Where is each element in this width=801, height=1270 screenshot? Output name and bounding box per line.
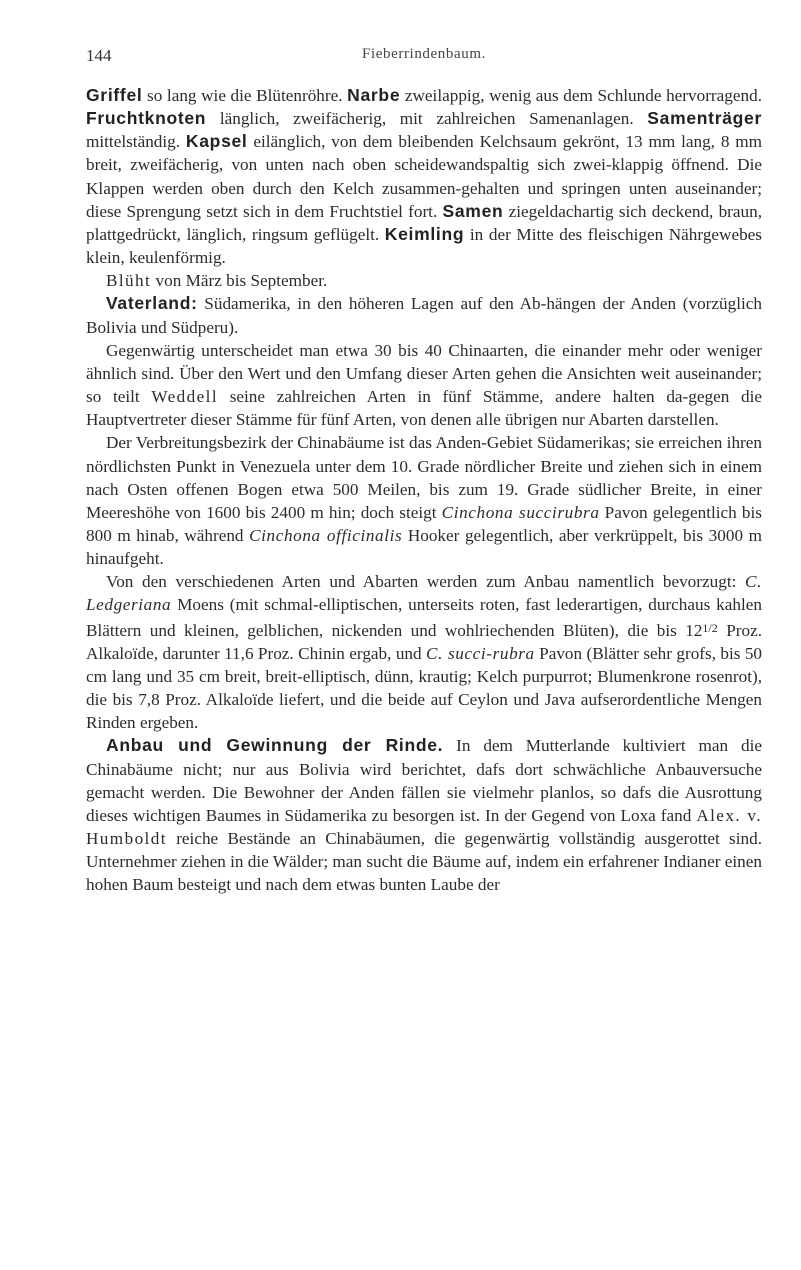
- text-run: zweilappig, wenig aus dem Schlunde hervorragend.: [400, 86, 762, 105]
- italic-c-succirubra: C. succi-rubra: [426, 643, 535, 663]
- text-run: Südamerika, in den höheren Lagen auf den Ab-hängen der Anden (vorzüglich Bolivia und Südperu).: [86, 294, 762, 337]
- page-header: [86, 46, 762, 70]
- text-run: Moens (mit schmal-elliptischen, unterseits roten, fast lederartigen, durchaus kahlen Blättern und kleinen, gelblichen, nickenden und wohlriechenden Blüten), die bis 12: [86, 595, 762, 640]
- text-run: seine zahlreichen Arten in fünf Stämme, andere halten da-gegen die Hauptvertreter dieser Stämme für fünf Arten, von denen alle übrigen nur Abarten darstellen.: [86, 387, 762, 430]
- text-run: ziegeldachartig sich deckend, braun, plattgedrückt, länglich, ringsum geflügelt.: [86, 201, 762, 244]
- keyword-fruchtknoten: Fruchtknoten: [86, 108, 207, 129]
- keyword-samentraeger: Samenträger: [647, 108, 762, 129]
- paragraph-description: [86, 84, 762, 269]
- keyword-anbau-gewinnung: Anbau und Gewinnung der Rinde.: [106, 735, 444, 756]
- keyword-kapsel: Kapsel: [185, 131, 248, 152]
- spaced-blueht: Blüht: [106, 271, 152, 291]
- text-run: Hooker gelegentlich, aber verkrüppelt, bis 3000 m hinaufgeht.: [86, 525, 762, 569]
- keyword-griffel: Griffel: [86, 85, 143, 105]
- paragraph-vaterland: [86, 292, 762, 338]
- paragraph-verbreitung: [86, 431, 762, 570]
- paragraph-chinaarten: [86, 339, 762, 432]
- text-run: eilänglich, von dem bleibenden Kelchsaum gekrönt, 13 mm lang, 8 mm breit, zweifächerig, von unten nach oben scheidewandspaltig sich zwei-klappig öffnend. Die Klappen werden oben durch den Kelch zusammen-gehalten und springen unten auseinander; diese Sprengung setzt sich in dem Fruchtstiel fort.: [86, 132, 763, 221]
- text-run: Der Verbreitungsbezirk der Chinabäume ist das Anden-Gebiet Südamerikas; sie erreichen ihren nördlichsten Punkt in Venezuela unter dem 10. Grade nördlicher Breite und ziehen sich in einem nach Osten offenen Bogen etwa 500 Meilen, bis zum 19. Grade südlicher Breite, in einer Meereshöhe von 1600 bis 2400 m hin; doch steigt: [86, 433, 762, 522]
- keyword-keimling: Keimling: [384, 223, 465, 244]
- keyword-samen: Samen: [442, 200, 504, 221]
- text-run: Gegenwärtig unterscheidet man etwa 30 bis 40 Chinaarten, die einander mehr oder weniger ähnlich sind. Über den Wert und den Umfang dieser Arten gehen die Ansichten weit auseinander; so teilt: [86, 340, 762, 407]
- keyword-vaterland: Vaterland:: [106, 293, 198, 314]
- text-run: In dem Mutterlande kultiviert man die Chinabäume nicht; nur aus Bolivia wird berichtet, dafs dort schwächliche Anbauversuche gemacht werden. Die Bewohner der Anden fällen sie vielmehr planlos, so dafs die Ausrottung dieses wichtigen Baumes in Südamerika zu besorgen ist. In der Gegend von Loxa fand: [86, 736, 762, 825]
- fraction-half: 1/2: [702, 620, 718, 635]
- text-run: Von den verschiedenen Arten und Abarten werden zum Anbau namentlich bevorzugt:: [106, 572, 746, 592]
- text-run: mittelständig.: [86, 132, 186, 152]
- page-number: 144: [86, 46, 112, 65]
- running-head: Fieberrindenbaum.: [362, 46, 486, 62]
- spaced-humboldt: Alex. v. Humboldt: [86, 805, 762, 848]
- text-run: von März bis September.: [151, 271, 328, 291]
- italic-cinchona-officinalis: Cinchona officinalis: [249, 525, 403, 545]
- text-run: reiche Bestände an Chinabäumen, die gegenwärtig vollständig ausgerottet sind. Unternehmer ziehen in die Wälder; man sucht die Bäume auf, indem ein erfahrener Indianer einen hohen Baum besteigt und nach dem etwas bunten Laube der: [86, 829, 762, 895]
- text-run: Proz. Alkaloïde, darunter 11,6 Proz. Chinin ergab, und: [86, 620, 762, 663]
- italic-c-ledgeriana: C. Ledgeriana: [86, 572, 762, 615]
- text-run: so lang wie die Blütenröhre.: [142, 86, 348, 105]
- text-run: länglich, zweifächerig, mit zahlreichen Samenanlagen.: [206, 109, 648, 129]
- text-run: in der Mitte des fleischigen Nährgewebes klein, keulenförmig.: [86, 224, 762, 268]
- paragraph-gewinnung: [86, 734, 762, 896]
- paragraph-bluetezeit: [86, 269, 762, 292]
- spaced-weddell: Weddell: [151, 387, 219, 407]
- text-run: Pavon (Blätter sehr grofs, bis 50 cm lang und 35 cm breit, breit-elliptisch, dünn, krautig; Kelch purpurrot; Blumenkrone rosenrot), die bis 7,8 Proz. Alkaloïde liefert, und die beide auf Ceylon und Java aufserordentliche Mengen Rinden ergeben.: [86, 643, 763, 733]
- italic-cinchona-succirubra: Cinchona succirubra: [441, 502, 600, 522]
- keyword-narbe: Narbe: [347, 85, 401, 105]
- text-run: Pavon gelegentlich bis 800 m hinab, während: [86, 502, 762, 545]
- paragraph-anbauarten: [86, 570, 762, 734]
- body-text: [86, 84, 762, 896]
